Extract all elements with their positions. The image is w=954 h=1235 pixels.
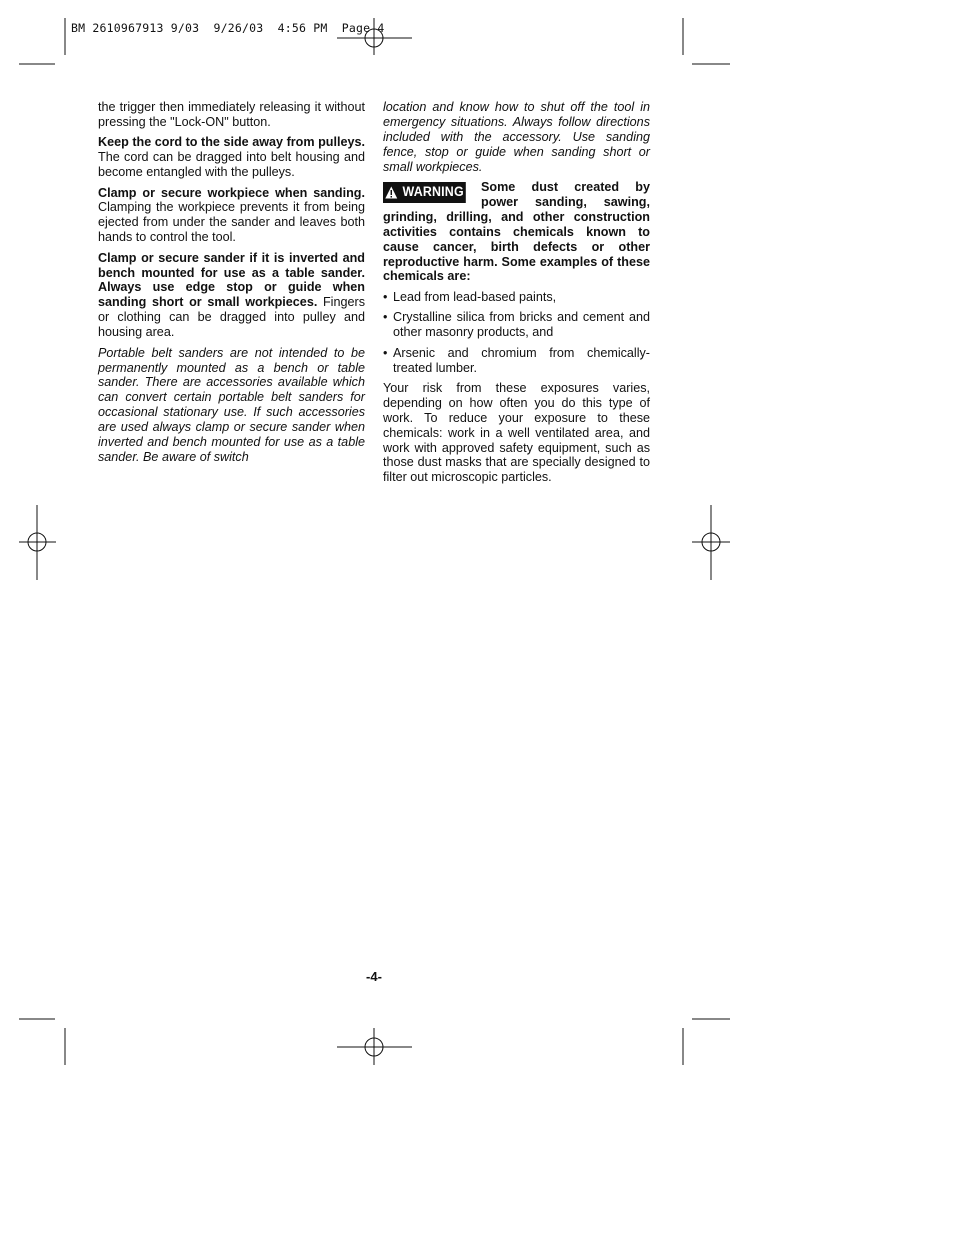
page-number: -4-: [366, 969, 382, 984]
warning-triangle-icon: [385, 186, 398, 199]
registration-mark-right: [692, 505, 730, 580]
paragraph-text: Your risk from these exposures varies, depending on how often you do this type of work. To reduce your exposure to these chemicals: work in a well ventilated area, and work with approved safety equipment, such as those dust masks that are specially designed to filter out microscopic particles.: [383, 380, 650, 485]
paragraph-portable-note: [98, 346, 365, 465]
paragraph-heading: Clamp or secure sander if it is inverted and bench mounted for use as a table sander. Always use edge stop or guide when sanding short or small workpieces.: [98, 250, 365, 310]
list-item-text: Lead from lead-based paints,: [393, 289, 557, 304]
paragraph-text: location and know how to shut off the tool in emergency situations. Always follow directions included with the accessory. Use sanding fence, stop or guide when sanding short or small workpieces.: [383, 100, 650, 174]
list-item: [383, 290, 650, 305]
warning-text: Some dust created by power sanding, sawing, grinding, drilling, and other construction activities contains chemicals known to cause cancer, birth defects or other reproductive harm. Some examples of these chemicals are:: [383, 180, 650, 284]
bullet: •: [383, 289, 388, 304]
right-column: [383, 100, 650, 491]
paragraph-text: Portable belt sanders are not intended to be permanently mounted as a bench or table sander. There are accessories available which can convert certain portable belt sanders for occasional stationary use. If such accessories are used always clamp or secure sander when inverted and bench mounted for use as a table sander. Be aware of switch: [98, 345, 365, 464]
warning-block: [383, 180, 650, 284]
list-item-text: Crystalline silica from bricks and cement and other masonry products, and: [393, 310, 650, 340]
paragraph-trigger: [98, 100, 365, 130]
paragraph-text: Clamping the workpiece prevents it from being ejected from under the sander and leaves both hands to control the tool.: [98, 200, 365, 245]
list-item: [383, 346, 650, 376]
left-column: [98, 100, 365, 470]
paragraph-text: Fingers or clothing can be dragged into pulley and housing area.: [98, 295, 365, 340]
bullet: •: [383, 345, 388, 360]
warning-label: WARNING: [402, 184, 464, 200]
paragraph-text: The cord can be dragged into belt housing and become entangled with the pulleys.: [98, 150, 365, 180]
paragraph-clamp-sander: [98, 251, 365, 340]
paragraph-heading: Clamp or secure workpiece when sanding.: [98, 185, 365, 200]
paragraph-risk: [383, 381, 650, 485]
list-item-text: Arsenic and chromium from chemically-treated lumber.: [393, 345, 650, 375]
registration-mark-left: [19, 505, 56, 580]
print-slug-line: BM 2610967913 9/03 9/26/03 4:56 PM Page 4: [71, 21, 385, 35]
list-item: [383, 310, 650, 340]
registration-mark-bottom: [337, 1028, 412, 1065]
paragraph-heading: Keep the cord to the side away from pulleys.: [98, 135, 365, 150]
paragraph-switch-location: [383, 100, 650, 175]
paragraph-clamp-workpiece: [98, 186, 365, 246]
paragraph-text: the trigger then immediately releasing it without pressing the "Lock-ON" button.: [98, 100, 365, 129]
paragraph-cord: [98, 135, 365, 180]
bullet: •: [383, 310, 388, 325]
chemicals-list: [383, 290, 650, 376]
warning-badge: [383, 182, 466, 203]
